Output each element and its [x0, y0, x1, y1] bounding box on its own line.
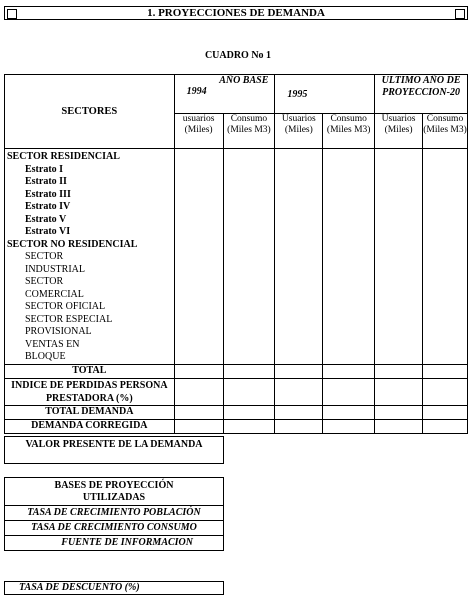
- data-cell[interactable]: [174, 364, 223, 378]
- tasa-descuento: TASA DE DESCUENTO (%): [4, 581, 224, 595]
- data-cell[interactable]: [375, 405, 423, 419]
- data-cell[interactable]: [375, 149, 423, 365]
- data-cell[interactable]: [174, 405, 223, 419]
- estrato-5: Estrato V: [25, 213, 67, 225]
- data-cell[interactable]: [323, 364, 375, 378]
- data-cell[interactable]: [323, 405, 375, 419]
- data-cell[interactable]: [422, 149, 467, 365]
- col-usuarios-1995: Usuarios (Miles): [275, 114, 323, 149]
- base-label: AÑO BASE: [219, 75, 269, 86]
- table-caption: CUADRO No 1: [204, 50, 272, 61]
- base-year: 1994: [186, 86, 207, 97]
- nores-item: SECTOR: [25, 251, 64, 262]
- nores-item: INDUSTRIAL: [25, 263, 85, 275]
- nores-item: PROVISIONAL: [25, 326, 92, 337]
- data-cell[interactable]: [174, 149, 223, 365]
- demand-table: [4, 74, 468, 434]
- data-cell[interactable]: [375, 378, 423, 405]
- bases-box: [4, 477, 224, 551]
- data-cell[interactable]: [375, 419, 423, 433]
- sector-no-residencial: SECTOR NO RESIDENCIAL: [7, 238, 138, 250]
- sectores-header: SECTORES: [5, 75, 175, 149]
- nores-item: SECTOR ESPECIAL: [25, 313, 113, 325]
- estrato-1: Estrato I: [25, 163, 64, 175]
- data-cell[interactable]: [422, 419, 467, 433]
- sector-residencial: SECTOR RESIDENCIAL: [7, 151, 120, 162]
- col-consumo-1994: Consumo (Miles M3): [223, 114, 275, 149]
- data-cell[interactable]: [323, 149, 375, 365]
- data-cell[interactable]: [223, 419, 275, 433]
- data-cell[interactable]: [275, 149, 323, 365]
- data-cell[interactable]: [223, 364, 275, 378]
- data-cell[interactable]: [275, 405, 323, 419]
- sectors-list: [5, 149, 175, 365]
- nores-item: COMERCIAL: [25, 288, 84, 300]
- document-title: 1. PROYECCIONES DE DEMANDA: [4, 6, 468, 20]
- nores-item: BLOQUE: [25, 351, 66, 362]
- data-cell[interactable]: [223, 149, 275, 365]
- col-consumo-ultimo: Consumo (Miles M3): [422, 114, 467, 149]
- ultimo-header: ULTIMO AÑO DE PROYECCION-20: [375, 75, 468, 114]
- col-usuarios-ultimo: Usuarios (Miles): [375, 114, 423, 149]
- col-usuarios-1994: usuarios (Miles): [174, 114, 223, 149]
- nores-item: VENTAS EN: [25, 338, 80, 350]
- data-cell[interactable]: [223, 378, 275, 405]
- total-row-label: TOTAL: [5, 364, 175, 378]
- estrato-6: Estrato VI: [25, 226, 71, 237]
- fuente-informacion: FUENTE DE INFORMACION: [61, 537, 193, 548]
- data-cell[interactable]: [275, 378, 323, 405]
- data-cell[interactable]: [323, 419, 375, 433]
- data-cell[interactable]: [422, 364, 467, 378]
- valor-presente-label: VALOR PRESENTE DE LA DEMANDA: [4, 436, 224, 464]
- data-cell[interactable]: [174, 419, 223, 433]
- data-cell[interactable]: [174, 378, 223, 405]
- nores-item: SECTOR OFICIAL: [25, 301, 106, 312]
- tasa-poblacion: TASA DE CRECIMIENTO POBLACIÓN: [5, 506, 223, 521]
- estrato-4: Estrato IV: [25, 201, 71, 212]
- indice-perdidas-label: INDICE DE PERDIDAS PERSONA PRESTADORA (%): [5, 378, 175, 405]
- bases-title: BASES DE PROYECCIÓN UTILIZADAS: [5, 478, 223, 506]
- total-demanda-label: TOTAL DEMANDA: [5, 405, 175, 419]
- estrato-3: Estrato III: [25, 188, 71, 200]
- data-cell[interactable]: [223, 405, 275, 419]
- base-year-header: [174, 75, 275, 114]
- tasa-consumo: TASA DE CRECIMIENTO CONSUMO: [5, 521, 223, 536]
- demanda-corregida-label: DEMANDA CORREGIDA: [5, 419, 175, 433]
- data-cell[interactable]: [323, 378, 375, 405]
- data-cell[interactable]: [422, 405, 467, 419]
- year-1995-header: 1995: [275, 75, 375, 114]
- data-cell[interactable]: [275, 419, 323, 433]
- data-cell[interactable]: [422, 378, 467, 405]
- nores-item: SECTOR: [25, 276, 64, 287]
- data-cell[interactable]: [375, 364, 423, 378]
- data-cell[interactable]: [275, 364, 323, 378]
- estrato-2: Estrato II: [25, 176, 67, 187]
- col-consumo-1995: Consumo (Miles M3): [323, 114, 375, 149]
